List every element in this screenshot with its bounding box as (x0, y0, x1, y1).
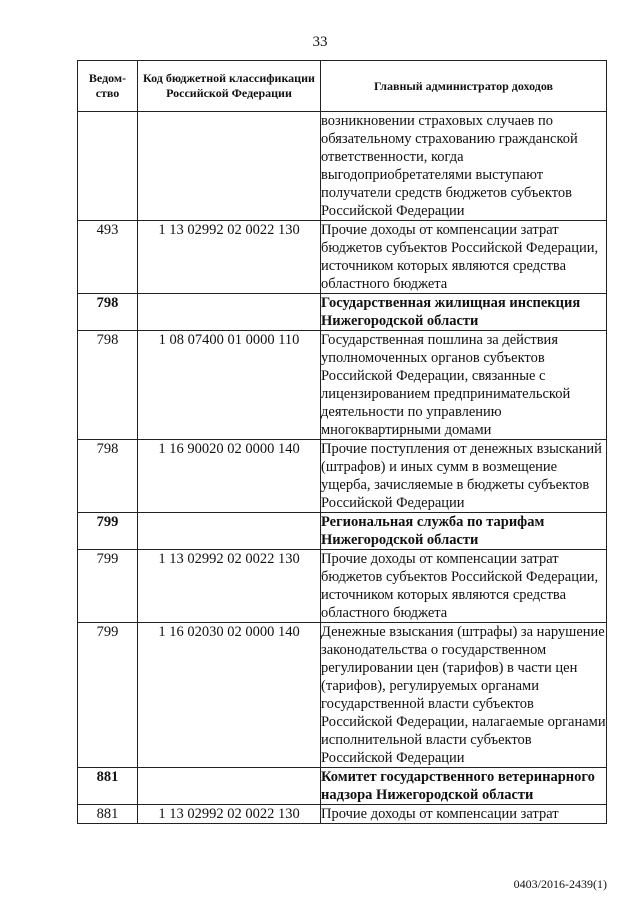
cell-code (138, 768, 321, 805)
header-code: Код бюджетной классификации Российской Федерации (138, 61, 321, 112)
table-row (78, 331, 607, 440)
cell-dept: 799 (78, 513, 138, 550)
cell-dept: 798 (78, 331, 138, 440)
cell-desc: Комитет государственного ветеринарного надзора Нижегородской области (321, 768, 607, 805)
cell-code: 1 08 07400 01 0000 110 (138, 331, 321, 440)
section-row (78, 513, 607, 550)
table-row (78, 112, 607, 221)
cell-desc: Прочие поступления от денежных взысканий (штрафов) и иных сумм в возмещение ущерба, зачисляемые в бюджеты субъектов Российской Федерации (321, 440, 607, 513)
section-row (78, 294, 607, 331)
cell-desc: Прочие доходы от компенсации затрат бюджетов субъектов Российской Федерации, источником которых являются средства областного бюджета (321, 550, 607, 623)
cell-dept: 798 (78, 440, 138, 513)
cell-code: 1 13 02992 02 0022 130 (138, 805, 321, 824)
table-row (78, 623, 607, 768)
cell-code (138, 294, 321, 331)
cell-dept: 799 (78, 623, 138, 768)
table-row (78, 221, 607, 294)
header-dept: Ведом-ство (78, 61, 138, 112)
cell-code (138, 513, 321, 550)
revenue-administrators-table (77, 60, 607, 824)
cell-dept: 881 (78, 805, 138, 824)
cell-dept: 881 (78, 768, 138, 805)
cell-desc: возникновении страховых случаев по обязательному страхованию гражданской ответственности, когда выгодоприобретателями выступают получатели средств бюджетов субъектов Российской Федерации (321, 112, 607, 221)
table-row (78, 805, 607, 824)
cell-code: 1 13 02992 02 0022 130 (138, 550, 321, 623)
document-code: 0403/2016-2439(1) (513, 877, 607, 891)
cell-code (138, 112, 321, 221)
cell-desc: Государственная пошлина за действия уполномоченных органов субъектов Российской Федерации, связанные с лицензированием предпринимательской деятельности по управлению многоквартирными домами (321, 331, 607, 440)
section-row (78, 768, 607, 805)
cell-desc: Прочие доходы от компенсации затрат бюджетов субъектов Российской Федерации, источником которых являются средства областного бюджета (321, 221, 607, 294)
cell-code: 1 13 02992 02 0022 130 (138, 221, 321, 294)
table-row (78, 550, 607, 623)
page-number: 33 (312, 34, 328, 50)
cell-code: 1 16 02030 02 0000 140 (138, 623, 321, 768)
table-row (78, 440, 607, 513)
header-admin: Главный администратор доходов (321, 61, 607, 112)
cell-desc: Прочие доходы от компенсации затрат (321, 805, 607, 824)
cell-dept: 799 (78, 550, 138, 623)
table-header-row (78, 61, 607, 112)
cell-desc: Государственная жилищная инспекция Нижегородской области (321, 294, 607, 331)
cell-dept: 493 (78, 221, 138, 294)
cell-code: 1 16 90020 02 0000 140 (138, 440, 321, 513)
cell-dept (78, 112, 138, 221)
cell-dept: 798 (78, 294, 138, 331)
cell-desc: Региональная служба по тарифам Нижегородской области (321, 513, 607, 550)
cell-desc: Денежные взыскания (штрафы) за нарушение законодательства о государственном регулировании цен (тарифов) в части цен (тарифов), регулируемых органами государственной власти субъектов Российской Федерации, налагаемые органами исполнительной власти субъектов Российской Федерации (321, 624, 606, 766)
